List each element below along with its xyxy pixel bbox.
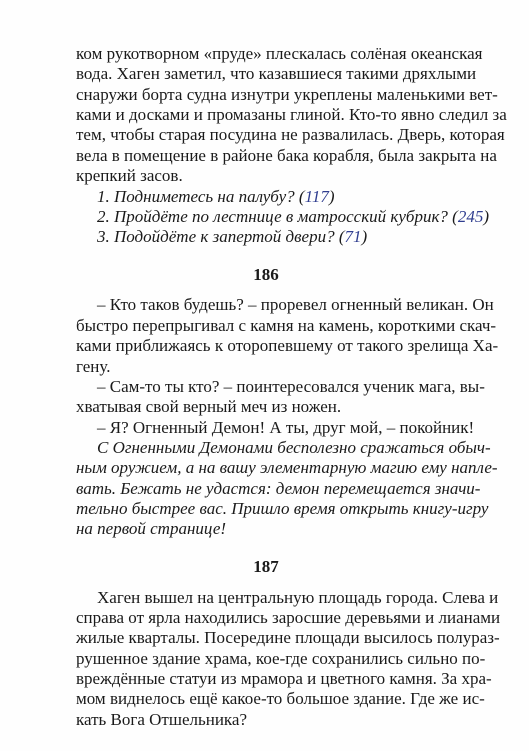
paragraph-line: вода. Хаген заметил, что казавшиеся такими дряхлыми xyxy=(76,64,477,84)
italic-paragraph-line: вать. Бежать не удастся: демон перемещается значи- xyxy=(76,478,481,498)
italic-paragraph-line: тельно быстрее вас. Пришло время открыть книгу-игру xyxy=(76,499,489,518)
paragraph-line: вела в помещение в районе бака корабля, была закрыта на xyxy=(76,145,497,165)
paragraph-line: справа от ярла находились заросшие деревьями и лианами xyxy=(76,607,501,627)
paragraph-line: рушенное здание храма, кое-где сохранились сильно по- xyxy=(76,648,486,668)
paragraph-line: хватывая свой верный меч из ножен. xyxy=(76,397,342,417)
choice-link[interactable]: 71 xyxy=(344,227,362,247)
italic-paragraph-line: на первой странице! xyxy=(76,519,227,539)
paragraph-line: тем, чтобы старая посудина не развалилась. Дверь, которая xyxy=(76,125,505,145)
choice-item[interactable] xyxy=(97,187,456,207)
choice-link[interactable]: 117 xyxy=(304,186,329,206)
choice-item[interactable] xyxy=(97,227,456,247)
section-number: 186 xyxy=(253,264,279,284)
italic-paragraph-line: С Огненными Демонами бесполезно сражаться обыч- xyxy=(97,437,491,457)
choice-item[interactable] xyxy=(97,206,490,227)
paragraph-line: мом виднелось ещё какое-то большое здание. Где же ис- xyxy=(76,689,485,709)
paragraph-line: вреждённые статуи из мрамора и цветного камня. За хра- xyxy=(76,668,492,688)
choice-text: 2. Пройдёте по лестнице в матросский кубрик? ( xyxy=(97,206,458,226)
section-number: 187 xyxy=(253,557,279,576)
paragraph-line: ками приближаясь к оторопевшему от такого зрелища Ха- xyxy=(76,336,499,356)
paragraph-line: жилые кварталы. Посередине площади высилось полураз- xyxy=(76,628,500,648)
paragraph-line: снаружи борта судна изнутри укреплены маленькими вет- xyxy=(76,84,498,104)
paragraph-line: – Кто таков будешь? – проревел огненный великан. Он xyxy=(97,295,494,315)
italic-paragraph-line: ным оружием, а на вашу элементарную магию ему напле- xyxy=(76,458,498,478)
paragraph-line: гену. xyxy=(76,356,111,376)
choice-close: ) xyxy=(361,227,368,247)
choice-text: 3. Подойдёте к запертой двери? ( xyxy=(97,227,345,247)
paragraph-line: кать Вога Отшельника? xyxy=(76,709,248,729)
paragraph-line: ком рукотворном «пруде» плескалась солёная океанская xyxy=(76,44,483,63)
choice-close: ) xyxy=(328,186,335,206)
choice-close: ) xyxy=(483,206,490,226)
paragraph-line: – Сам-то ты кто? – поинтересовался ученик мага, вы- xyxy=(97,376,485,396)
paragraph-line: крепкий засов. xyxy=(76,166,183,186)
choice-text: 1. Подниметесь на палубу? ( xyxy=(97,186,305,206)
choice-link[interactable]: 245 xyxy=(457,206,484,226)
paragraph-line: ками и досками и промазаны глиной. Кто-то явно следил за xyxy=(76,105,507,125)
paragraph-line: Хаген вышел на центральную площадь города. Слева и xyxy=(97,587,499,607)
paragraph-line: быстро перепрыгивал с камня на камень, короткими скач- xyxy=(76,315,497,335)
paragraph-line: – Я? Огненный Демон! А ты, друг мой, – покойник! xyxy=(97,417,475,437)
